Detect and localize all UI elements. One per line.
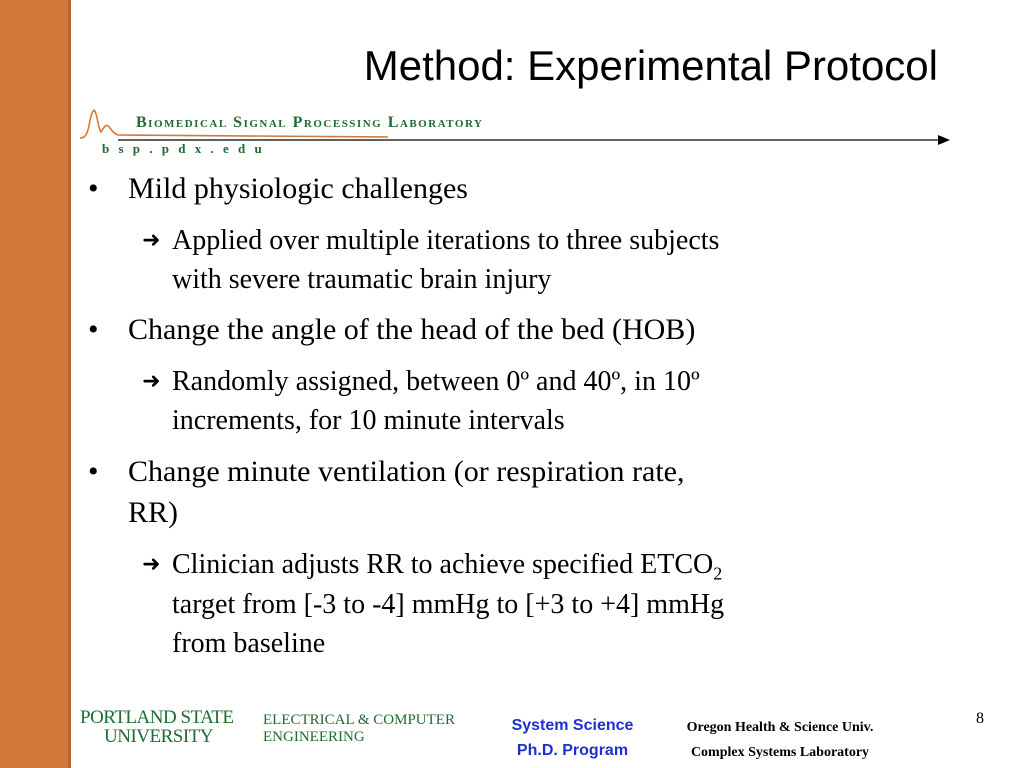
ece-line1: ELECTRICAL & COMPUTER bbox=[263, 712, 455, 728]
subscript-2: 2 bbox=[713, 563, 723, 584]
left-sidebar-edge bbox=[68, 0, 71, 768]
bullet-dot-icon: • bbox=[88, 455, 99, 488]
system-science-label bbox=[490, 713, 655, 763]
ohsu-line2: Complex Systems Laboratory bbox=[690, 745, 870, 760]
ece-line2: ENGINEERING bbox=[263, 729, 365, 745]
psu-line1: PORTLAND STATE bbox=[80, 707, 234, 728]
sub-bullet-line: Applied over multiple iterations to three subjects bbox=[172, 225, 720, 256]
etco2-text: Clinician adjusts RR to achieve specified ETCO bbox=[172, 549, 714, 580]
sub-bullet-line: from baseline bbox=[172, 628, 326, 659]
bullet-text: Change minute ventilation (or respiration rate, bbox=[128, 455, 685, 488]
sub-bullet-line: target from [-3 to -4] mmHg to [+3 to +4] mmHg bbox=[172, 589, 725, 620]
psu-line2: UNIVERSITY bbox=[104, 726, 213, 747]
arrow-right-icon: ➜ bbox=[142, 228, 161, 253]
sub-bullet-line: increments, for 10 minute intervals bbox=[172, 405, 565, 436]
system-science-line2: Ph.D. Program bbox=[516, 742, 629, 759]
psu-logo bbox=[80, 708, 233, 746]
sub-bullet-line: Randomly assigned, between 0º and 40º, in 10º bbox=[172, 366, 700, 397]
ohsu-line1: Oregon Health & Science Univ. bbox=[686, 720, 874, 735]
bullet-dot-icon: • bbox=[88, 313, 99, 346]
left-sidebar-bar bbox=[0, 0, 68, 768]
bullet-text: RR) bbox=[128, 496, 179, 529]
arrow-right-icon: ➜ bbox=[142, 369, 161, 394]
bullet-text: Change the angle of the head of the bed (HOB) bbox=[128, 313, 696, 346]
lab-name: Biomedical Signal Processing Laboratory bbox=[136, 114, 484, 131]
bullet-text: Mild physiologic challenges bbox=[128, 172, 468, 205]
lab-url: b s p . p d x . e d u bbox=[102, 141, 265, 156]
ece-logo bbox=[263, 712, 455, 746]
arrow-right-icon: ➜ bbox=[142, 552, 161, 577]
arrow-head-icon bbox=[938, 135, 950, 145]
slide-title: Method: Experimental Protocol bbox=[363, 42, 938, 89]
sub-bullet-line: with severe traumatic brain injury bbox=[172, 264, 552, 295]
page-number: 8 bbox=[976, 710, 984, 727]
ohsu-label bbox=[660, 715, 900, 765]
bullet-dot-icon: • bbox=[88, 172, 99, 205]
system-science-line1: System Science bbox=[511, 717, 634, 734]
